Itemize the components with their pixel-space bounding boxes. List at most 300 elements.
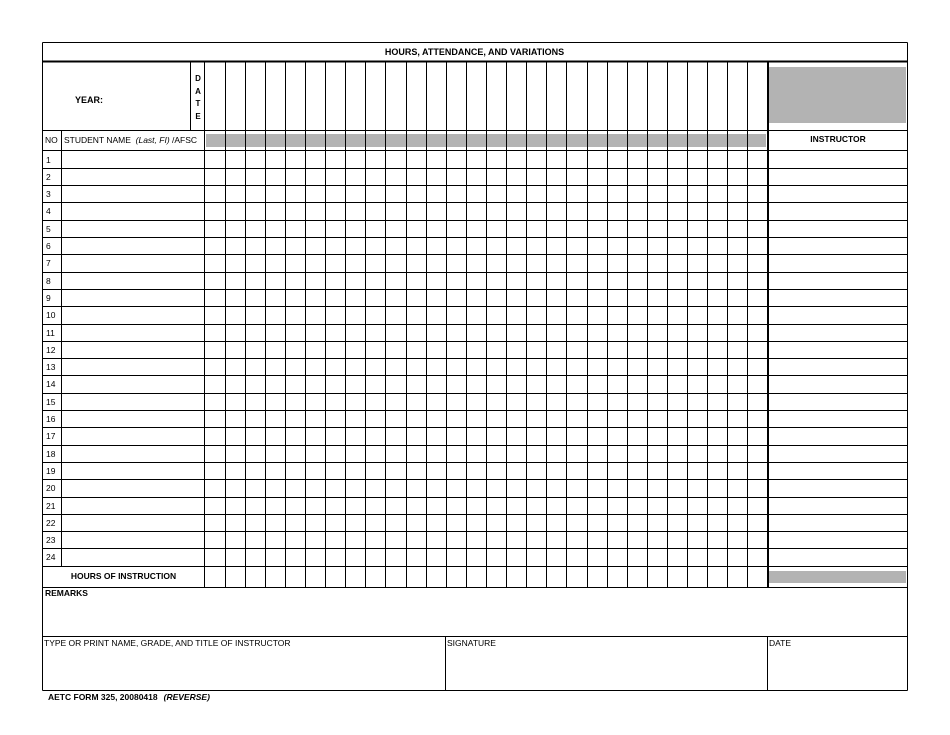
attendance-cell[interactable] [326,411,344,427]
attendance-cell[interactable] [748,359,766,375]
attendance-cell[interactable] [246,238,264,254]
attendance-cell[interactable] [206,446,224,462]
attendance-cell[interactable] [708,325,726,341]
attendance-cell[interactable] [648,411,666,427]
attendance-cell[interactable] [608,221,626,237]
attendance-cell[interactable] [547,290,565,306]
attendance-cell[interactable] [608,169,626,185]
attendance-cell[interactable] [688,532,706,548]
attendance-cell[interactable] [447,203,465,219]
attendance-cell[interactable] [728,307,746,323]
attendance-cell[interactable] [386,532,404,548]
date-header-cell[interactable] [346,62,364,129]
attendance-cell[interactable] [386,290,404,306]
attendance-cell[interactable] [507,186,525,202]
attendance-cell[interactable] [547,221,565,237]
attendance-cell[interactable] [467,255,485,271]
hours-cell[interactable] [748,567,766,588]
attendance-cell[interactable] [668,273,686,289]
attendance-cell[interactable] [547,394,565,410]
attendance-cell[interactable] [366,221,384,237]
attendance-cell[interactable] [306,359,324,375]
attendance-cell[interactable] [527,411,545,427]
attendance-cell[interactable] [386,480,404,496]
attendance-cell[interactable] [688,290,706,306]
attendance-cell[interactable] [487,238,505,254]
attendance-cell[interactable] [447,290,465,306]
attendance-cell[interactable] [748,307,766,323]
attendance-cell[interactable] [346,480,364,496]
attendance-cell[interactable] [628,359,646,375]
attendance-cell[interactable] [306,515,324,531]
attendance-cell[interactable] [206,515,224,531]
instructor-initials-field[interactable] [768,411,907,427]
attendance-cell[interactable] [588,152,606,168]
attendance-cell[interactable] [567,549,585,565]
attendance-cell[interactable] [346,342,364,358]
attendance-cell[interactable] [688,152,706,168]
attendance-cell[interactable] [708,169,726,185]
attendance-cell[interactable] [608,376,626,392]
attendance-cell[interactable] [688,498,706,514]
attendance-cell[interactable] [326,203,344,219]
attendance-cell[interactable] [487,290,505,306]
attendance-cell[interactable] [588,203,606,219]
attendance-cell[interactable] [708,221,726,237]
attendance-cell[interactable] [547,203,565,219]
attendance-cell[interactable] [306,532,324,548]
date-header-cell[interactable] [326,62,344,129]
hours-cell[interactable] [608,567,626,588]
attendance-cell[interactable] [567,221,585,237]
attendance-cell[interactable] [708,376,726,392]
attendance-cell[interactable] [326,359,344,375]
attendance-cell[interactable] [588,273,606,289]
attendance-cell[interactable] [588,307,606,323]
student-name-field[interactable] [62,238,204,254]
attendance-cell[interactable] [467,446,485,462]
attendance-cell[interactable] [688,480,706,496]
attendance-cell[interactable] [688,255,706,271]
attendance-cell[interactable] [708,394,726,410]
attendance-cell[interactable] [688,325,706,341]
attendance-cell[interactable] [467,307,485,323]
attendance-cell[interactable] [366,515,384,531]
attendance-cell[interactable] [226,463,244,479]
hours-cell[interactable] [487,567,505,588]
attendance-cell[interactable] [407,359,425,375]
attendance-cell[interactable] [547,376,565,392]
attendance-cell[interactable] [608,325,626,341]
attendance-cell[interactable] [266,152,284,168]
attendance-cell[interactable] [427,152,445,168]
attendance-cell[interactable] [206,411,224,427]
attendance-cell[interactable] [728,428,746,444]
attendance-cell[interactable] [728,376,746,392]
attendance-cell[interactable] [487,186,505,202]
attendance-cell[interactable] [467,290,485,306]
attendance-cell[interactable] [427,532,445,548]
attendance-cell[interactable] [366,186,384,202]
attendance-cell[interactable] [427,463,445,479]
attendance-cell[interactable] [447,376,465,392]
hours-cell[interactable] [246,567,264,588]
attendance-cell[interactable] [386,359,404,375]
attendance-cell[interactable] [547,255,565,271]
attendance-cell[interactable] [266,532,284,548]
attendance-cell[interactable] [286,273,304,289]
hours-cell[interactable] [306,567,324,588]
attendance-cell[interactable] [346,446,364,462]
attendance-cell[interactable] [447,480,465,496]
attendance-cell[interactable] [386,221,404,237]
date-header-cell[interactable] [427,62,445,129]
hours-cell[interactable] [366,567,384,588]
attendance-cell[interactable] [346,238,364,254]
attendance-cell[interactable] [407,446,425,462]
attendance-cell[interactable] [567,152,585,168]
instructor-initials-field[interactable] [768,255,907,271]
attendance-cell[interactable] [447,273,465,289]
attendance-cell[interactable] [608,394,626,410]
hours-cell[interactable] [427,567,445,588]
attendance-cell[interactable] [467,428,485,444]
attendance-cell[interactable] [226,152,244,168]
attendance-cell[interactable] [688,411,706,427]
instructor-initials-field[interactable] [768,480,907,496]
attendance-cell[interactable] [366,446,384,462]
attendance-cell[interactable] [467,549,485,565]
attendance-cell[interactable] [547,186,565,202]
attendance-cell[interactable] [306,480,324,496]
attendance-cell[interactable] [708,446,726,462]
attendance-cell[interactable] [467,221,485,237]
attendance-cell[interactable] [588,238,606,254]
attendance-cell[interactable] [447,446,465,462]
attendance-cell[interactable] [266,238,284,254]
attendance-cell[interactable] [286,169,304,185]
attendance-cell[interactable] [728,480,746,496]
attendance-cell[interactable] [306,411,324,427]
attendance-cell[interactable] [487,446,505,462]
attendance-cell[interactable] [427,273,445,289]
date-header-cell[interactable] [226,62,244,129]
attendance-cell[interactable] [567,238,585,254]
attendance-cell[interactable] [386,376,404,392]
attendance-cell[interactable] [366,307,384,323]
attendance-cell[interactable] [467,498,485,514]
instructor-initials-field[interactable] [768,446,907,462]
attendance-cell[interactable] [507,411,525,427]
attendance-cell[interactable] [467,273,485,289]
attendance-cell[interactable] [226,255,244,271]
attendance-cell[interactable] [628,273,646,289]
attendance-cell[interactable] [547,169,565,185]
hours-cell[interactable] [266,567,284,588]
attendance-cell[interactable] [366,376,384,392]
attendance-cell[interactable] [326,446,344,462]
date-header-cell[interactable] [447,62,465,129]
attendance-cell[interactable] [567,255,585,271]
attendance-cell[interactable] [567,307,585,323]
attendance-cell[interactable] [507,515,525,531]
attendance-cell[interactable] [748,446,766,462]
attendance-cell[interactable] [507,463,525,479]
date-header-cell[interactable] [728,62,746,129]
attendance-cell[interactable] [306,307,324,323]
attendance-cell[interactable] [407,152,425,168]
attendance-cell[interactable] [226,549,244,565]
attendance-cell[interactable] [648,203,666,219]
attendance-cell[interactable] [547,342,565,358]
attendance-cell[interactable] [567,359,585,375]
attendance-cell[interactable] [608,463,626,479]
attendance-cell[interactable] [326,273,344,289]
student-name-field[interactable] [62,394,204,410]
attendance-cell[interactable] [386,463,404,479]
attendance-cell[interactable] [407,428,425,444]
attendance-cell[interactable] [407,273,425,289]
date-header-cell[interactable] [708,62,726,129]
attendance-cell[interactable] [427,446,445,462]
attendance-cell[interactable] [366,480,384,496]
attendance-cell[interactable] [407,221,425,237]
student-name-field[interactable] [62,480,204,496]
attendance-cell[interactable] [266,221,284,237]
attendance-cell[interactable] [366,290,384,306]
attendance-cell[interactable] [427,376,445,392]
attendance-cell[interactable] [688,359,706,375]
attendance-cell[interactable] [366,411,384,427]
attendance-cell[interactable] [386,169,404,185]
attendance-cell[interactable] [708,498,726,514]
attendance-cell[interactable] [226,307,244,323]
attendance-cell[interactable] [628,446,646,462]
attendance-cell[interactable] [628,290,646,306]
attendance-cell[interactable] [628,325,646,341]
instructor-initials-field[interactable] [768,376,907,392]
attendance-cell[interactable] [447,169,465,185]
attendance-cell[interactable] [246,255,264,271]
attendance-cell[interactable] [246,290,264,306]
attendance-cell[interactable] [447,463,465,479]
attendance-cell[interactable] [688,169,706,185]
attendance-cell[interactable] [306,428,324,444]
attendance-cell[interactable] [407,342,425,358]
attendance-cell[interactable] [748,394,766,410]
attendance-cell[interactable] [588,255,606,271]
attendance-cell[interactable] [467,186,485,202]
attendance-cell[interactable] [427,342,445,358]
instructor-initials-field[interactable] [768,307,907,323]
hours-cell[interactable] [507,567,525,588]
attendance-cell[interactable] [266,463,284,479]
attendance-cell[interactable] [386,255,404,271]
attendance-cell[interactable] [306,290,324,306]
attendance-cell[interactable] [728,498,746,514]
attendance-cell[interactable] [588,480,606,496]
date-header-cell[interactable] [407,62,425,129]
attendance-cell[interactable] [728,221,746,237]
attendance-cell[interactable] [567,446,585,462]
attendance-cell[interactable] [206,169,224,185]
attendance-cell[interactable] [206,152,224,168]
attendance-cell[interactable] [266,376,284,392]
instructor-initials-field[interactable] [768,169,907,185]
attendance-cell[interactable] [688,463,706,479]
attendance-cell[interactable] [527,290,545,306]
attendance-cell[interactable] [648,532,666,548]
instructor-initials-field[interactable] [768,498,907,514]
date-header-cell[interactable] [628,62,646,129]
attendance-cell[interactable] [407,549,425,565]
attendance-cell[interactable] [728,359,746,375]
attendance-cell[interactable] [206,549,224,565]
attendance-cell[interactable] [286,428,304,444]
attendance-cell[interactable] [688,203,706,219]
attendance-cell[interactable] [326,169,344,185]
attendance-cell[interactable] [346,376,364,392]
attendance-cell[interactable] [567,411,585,427]
attendance-cell[interactable] [366,203,384,219]
attendance-cell[interactable] [447,307,465,323]
attendance-cell[interactable] [386,342,404,358]
attendance-cell[interactable] [467,463,485,479]
attendance-cell[interactable] [748,169,766,185]
attendance-cell[interactable] [306,342,324,358]
attendance-cell[interactable] [467,411,485,427]
attendance-cell[interactable] [487,255,505,271]
attendance-cell[interactable] [407,411,425,427]
attendance-cell[interactable] [266,515,284,531]
attendance-cell[interactable] [346,221,364,237]
attendance-cell[interactable] [286,325,304,341]
attendance-cell[interactable] [226,498,244,514]
attendance-cell[interactable] [366,359,384,375]
attendance-cell[interactable] [527,359,545,375]
attendance-cell[interactable] [266,307,284,323]
attendance-cell[interactable] [286,342,304,358]
hours-cell[interactable] [226,567,244,588]
hours-cell[interactable] [728,567,746,588]
attendance-cell[interactable] [246,480,264,496]
attendance-cell[interactable] [386,152,404,168]
attendance-cell[interactable] [386,411,404,427]
year-field[interactable] [110,88,188,110]
attendance-cell[interactable] [286,376,304,392]
attendance-cell[interactable] [246,186,264,202]
date-header-cell[interactable] [286,62,304,129]
attendance-cell[interactable] [507,203,525,219]
attendance-cell[interactable] [588,428,606,444]
attendance-cell[interactable] [326,515,344,531]
attendance-cell[interactable] [346,169,364,185]
attendance-cell[interactable] [728,463,746,479]
attendance-cell[interactable] [608,307,626,323]
attendance-cell[interactable] [567,515,585,531]
attendance-cell[interactable] [668,428,686,444]
date-header-cell[interactable] [467,62,485,129]
attendance-cell[interactable] [407,255,425,271]
attendance-cell[interactable] [447,359,465,375]
attendance-cell[interactable] [286,515,304,531]
attendance-cell[interactable] [628,463,646,479]
attendance-cell[interactable] [306,394,324,410]
attendance-cell[interactable] [547,428,565,444]
attendance-cell[interactable] [748,238,766,254]
attendance-cell[interactable] [226,428,244,444]
attendance-cell[interactable] [628,549,646,565]
attendance-cell[interactable] [427,186,445,202]
student-name-field[interactable] [62,186,204,202]
attendance-cell[interactable] [266,342,284,358]
attendance-cell[interactable] [467,325,485,341]
student-name-field[interactable] [62,152,204,168]
attendance-cell[interactable] [447,152,465,168]
attendance-cell[interactable] [306,152,324,168]
attendance-cell[interactable] [326,549,344,565]
attendance-cell[interactable] [527,307,545,323]
attendance-cell[interactable] [407,307,425,323]
attendance-cell[interactable] [567,532,585,548]
attendance-cell[interactable] [688,394,706,410]
attendance-cell[interactable] [346,515,364,531]
attendance-cell[interactable] [648,394,666,410]
attendance-cell[interactable] [487,394,505,410]
attendance-cell[interactable] [688,446,706,462]
attendance-cell[interactable] [668,480,686,496]
attendance-cell[interactable] [688,342,706,358]
attendance-cell[interactable] [628,169,646,185]
attendance-cell[interactable] [728,532,746,548]
attendance-cell[interactable] [286,463,304,479]
attendance-cell[interactable] [487,342,505,358]
attendance-cell[interactable] [346,325,364,341]
attendance-cell[interactable] [588,169,606,185]
attendance-cell[interactable] [487,515,505,531]
attendance-cell[interactable] [226,411,244,427]
hours-cell[interactable] [648,567,666,588]
attendance-cell[interactable] [286,152,304,168]
attendance-cell[interactable] [588,221,606,237]
attendance-cell[interactable] [608,342,626,358]
attendance-cell[interactable] [346,498,364,514]
attendance-cell[interactable] [648,446,666,462]
attendance-cell[interactable] [708,255,726,271]
attendance-cell[interactable] [286,532,304,548]
attendance-cell[interactable] [386,428,404,444]
instructor-initials-field[interactable] [768,221,907,237]
instructor-initials-field[interactable] [768,342,907,358]
attendance-cell[interactable] [346,463,364,479]
attendance-cell[interactable] [467,238,485,254]
attendance-cell[interactable] [286,238,304,254]
attendance-cell[interactable] [588,359,606,375]
attendance-cell[interactable] [668,169,686,185]
attendance-cell[interactable] [567,428,585,444]
attendance-cell[interactable] [608,532,626,548]
student-name-field[interactable] [62,290,204,306]
attendance-cell[interactable] [728,325,746,341]
attendance-cell[interactable] [306,186,324,202]
attendance-cell[interactable] [447,394,465,410]
date-header-cell[interactable] [547,62,565,129]
date-header-cell[interactable] [567,62,585,129]
hours-cell[interactable] [447,567,465,588]
attendance-cell[interactable] [588,325,606,341]
attendance-cell[interactable] [246,411,264,427]
attendance-cell[interactable] [588,549,606,565]
